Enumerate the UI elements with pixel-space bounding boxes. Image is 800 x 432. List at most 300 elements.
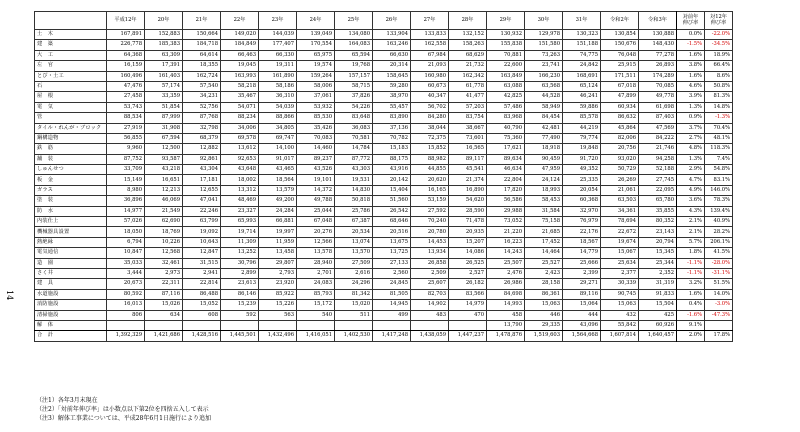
- count-cell: 563: [259, 310, 297, 320]
- yoy-growth-cell: 4.9%: [677, 185, 705, 195]
- count-cell: 70,581: [335, 133, 373, 143]
- yoy-growth-cell: 9.1%: [677, 320, 705, 330]
- count-cell: 63,309: [145, 50, 183, 60]
- count-cell: 66,330: [259, 50, 297, 60]
- count-cell: 55,842: [601, 320, 639, 330]
- column-header: 25年: [335, 12, 373, 30]
- count-cell: 20,142: [373, 175, 411, 185]
- count-cell: 3,444: [107, 268, 145, 278]
- count-cell: 20,780: [411, 227, 449, 237]
- count-cell: 94,258: [639, 154, 677, 164]
- count-cell: 63,568: [525, 81, 563, 91]
- vs-h12-growth-cell: 66.4%: [705, 61, 733, 71]
- yoy-growth-cell: 1.8%: [677, 248, 705, 258]
- count-cell: 16,565: [449, 144, 487, 154]
- count-cell: 2,527: [449, 268, 487, 278]
- count-cell: 14,993: [487, 300, 525, 310]
- count-cell: 34,361: [601, 206, 639, 216]
- trade-name: 左 官: [35, 61, 107, 71]
- count-cell: 20,314: [373, 61, 411, 71]
- count-cell: 37,136: [373, 123, 411, 133]
- vs-h12-growth-cell: [705, 320, 733, 330]
- table-row: [35, 144, 733, 154]
- count-cell: 45,864: [601, 123, 639, 133]
- count-cell: 43,218: [145, 165, 183, 175]
- count-cell: 27,745: [639, 175, 677, 185]
- count-cell: 9,960: [107, 144, 145, 154]
- column-header: 対12年 伸び率: [705, 12, 733, 30]
- count-cell: 150,676: [601, 40, 639, 50]
- count-cell: 27,458: [107, 92, 145, 102]
- count-cell: 38,044: [411, 123, 449, 133]
- count-cell: 43,303: [335, 165, 373, 175]
- count-cell: 46,634: [487, 165, 525, 175]
- count-cell: 166,230: [525, 71, 563, 81]
- count-cell: 15,026: [145, 300, 183, 310]
- trade-name: 水道施設: [35, 289, 107, 299]
- count-cell: 25,634: [601, 258, 639, 268]
- count-cell: 58,453: [525, 196, 563, 206]
- column-header: 30年: [525, 12, 563, 30]
- count-cell: 446: [525, 310, 563, 320]
- column-header: 28年: [449, 12, 487, 30]
- count-cell: 49,200: [259, 196, 297, 206]
- count-cell: 66,630: [373, 50, 411, 60]
- table-row: [35, 133, 733, 143]
- count-cell: 66,463: [221, 50, 259, 60]
- count-cell: 149,020: [221, 30, 259, 40]
- count-cell: 16,165: [411, 185, 449, 195]
- table-row: [35, 258, 733, 268]
- count-cell: 6,794: [107, 237, 145, 247]
- count-cell: 14,902: [411, 300, 449, 310]
- count-cell: 1,607,814: [601, 331, 639, 341]
- vs-h12-growth-cell: 7.4%: [705, 154, 733, 164]
- count-cell: 15,149: [107, 175, 145, 185]
- count-cell: 26,525: [449, 258, 487, 268]
- table-row: [35, 154, 733, 164]
- column-header: 23年: [259, 12, 297, 30]
- count-cell: 15,064: [563, 300, 601, 310]
- count-cell: 15,063: [601, 300, 639, 310]
- trade-name: 土 木: [35, 30, 107, 40]
- count-cell: 15,052: [183, 300, 221, 310]
- count-cell: 129,978: [525, 30, 563, 40]
- table-row: [35, 61, 733, 71]
- count-cell: 470: [449, 310, 487, 320]
- count-cell: 91,833: [639, 289, 677, 299]
- count-cell: 64,368: [107, 50, 145, 60]
- count-cell: 79,774: [563, 133, 601, 143]
- count-cell: 634: [145, 310, 183, 320]
- count-cell: 56,855: [107, 133, 145, 143]
- count-cell: 21,685: [525, 227, 563, 237]
- count-cell: 20,756: [601, 144, 639, 154]
- count-cell: 1,438,059: [411, 331, 449, 341]
- count-cell: [335, 320, 373, 330]
- count-cell: 19,045: [221, 61, 259, 71]
- count-cell: 2,941: [183, 268, 221, 278]
- count-cell: 67,984: [411, 50, 449, 60]
- count-cell: 483: [411, 310, 449, 320]
- yoy-growth-cell: 0.4%: [677, 300, 705, 310]
- count-cell: 171,511: [601, 71, 639, 81]
- yoy-growth-cell: 1.3%: [677, 154, 705, 164]
- count-cell: 20,673: [107, 279, 145, 289]
- count-cell: 161,890: [259, 71, 297, 81]
- table-row: [35, 248, 733, 258]
- count-cell: 1,447,237: [449, 331, 487, 341]
- count-cell: 16,159: [107, 61, 145, 71]
- count-cell: 177,407: [259, 40, 297, 50]
- count-cell: 806: [107, 310, 145, 320]
- count-cell: 13,675: [373, 237, 411, 247]
- trade-name: 合 計: [35, 331, 107, 341]
- count-cell: 608: [183, 310, 221, 320]
- count-cell: 20,516: [373, 227, 411, 237]
- count-cell: 85,922: [259, 289, 297, 299]
- count-cell: 70,240: [411, 217, 449, 227]
- trade-name: 屋 根: [35, 92, 107, 102]
- count-cell: 60,673: [411, 81, 449, 91]
- vs-h12-growth-cell: 48.1%: [705, 133, 733, 143]
- yoy-growth-cell: -1.5%: [677, 40, 705, 50]
- count-cell: 56,586: [487, 196, 525, 206]
- count-cell: 87,403: [639, 113, 677, 123]
- trade-name: 鋼構造物: [35, 133, 107, 143]
- count-cell: 226,778: [107, 40, 145, 50]
- count-cell: 16,651: [145, 175, 183, 185]
- page-number: 14: [5, 290, 14, 301]
- count-cell: 86,146: [221, 289, 259, 299]
- count-cell: 24,842: [563, 61, 601, 71]
- count-cell: 27,509: [335, 258, 373, 268]
- count-cell: 76,048: [601, 50, 639, 60]
- count-cell: 13,458: [259, 248, 297, 258]
- yoy-growth-cell: 0.9%: [677, 113, 705, 123]
- count-cell: 12,566: [297, 237, 335, 247]
- count-cell: 33,709: [107, 165, 145, 175]
- count-cell: 35,467: [221, 92, 259, 102]
- count-cell: 88,175: [373, 154, 411, 164]
- table-row: [35, 310, 733, 320]
- count-cell: 76,979: [563, 217, 601, 227]
- count-cell: 34,805: [259, 123, 297, 133]
- count-cell: 82,703: [411, 289, 449, 299]
- vs-h12-growth-cell: -1.3%: [705, 113, 733, 123]
- vs-h12-growth-cell: -28.0%: [705, 258, 733, 268]
- count-cell: 13,790: [487, 320, 525, 330]
- column-header: 令和3年: [639, 12, 677, 30]
- count-cell: 13,312: [221, 185, 259, 195]
- count-cell: 18,050: [107, 227, 145, 237]
- table-row: [35, 102, 733, 112]
- count-cell: 23,327: [221, 206, 259, 216]
- count-cell: 51,854: [145, 102, 183, 112]
- count-cell: 1,421,686: [145, 331, 183, 341]
- count-cell: 86,361: [525, 289, 563, 299]
- count-cell: 21,220: [487, 227, 525, 237]
- count-cell: 134,080: [335, 30, 373, 40]
- count-cell: 74,775: [563, 50, 601, 60]
- count-cell: 77,278: [639, 50, 677, 60]
- table-row: [35, 185, 733, 195]
- count-cell: 68,646: [373, 217, 411, 227]
- count-cell: 25,607: [411, 279, 449, 289]
- count-cell: 144,039: [259, 30, 297, 40]
- count-cell: 67,018: [601, 81, 639, 91]
- yoy-growth-cell: 4.6%: [677, 81, 705, 91]
- count-cell: 73,263: [525, 50, 563, 60]
- vs-h12-growth-cell: 17.8%: [705, 331, 733, 341]
- column-header: 20年: [145, 12, 183, 30]
- count-cell: 19,848: [563, 144, 601, 154]
- count-cell: 88,534: [107, 113, 145, 123]
- count-cell: 43,648: [221, 165, 259, 175]
- trade-name: さく井: [35, 268, 107, 278]
- count-cell: 15,852: [411, 144, 449, 154]
- count-cell: 87,999: [145, 113, 183, 123]
- count-cell: 14,784: [335, 144, 373, 154]
- table-row: [35, 268, 733, 278]
- column-header: [35, 12, 107, 30]
- count-cell: 82,006: [601, 133, 639, 143]
- column-header: 令和2年: [601, 12, 639, 30]
- count-cell: 163,993: [221, 71, 259, 81]
- vs-h12-growth-cell: -34.5%: [705, 40, 733, 50]
- count-cell: 19,574: [297, 61, 335, 71]
- count-cell: 26,269: [601, 175, 639, 185]
- yoy-growth-cell: 4.3%: [677, 206, 705, 216]
- count-cell: 86,488: [183, 289, 221, 299]
- table-row: [35, 320, 733, 330]
- count-cell: 25,335: [563, 175, 601, 185]
- count-cell: 60,368: [563, 196, 601, 206]
- count-cell: 12,568: [145, 248, 183, 258]
- count-cell: 14,372: [297, 185, 335, 195]
- count-cell: 83,648: [335, 113, 373, 123]
- count-cell: [145, 320, 183, 330]
- column-header: 26年: [373, 12, 411, 30]
- count-cell: 84,454: [525, 113, 563, 123]
- count-cell: 49,788: [297, 196, 335, 206]
- column-header: 平成12年: [107, 12, 145, 30]
- count-cell: 133,904: [373, 30, 411, 40]
- count-cell: 13,074: [335, 237, 373, 247]
- vs-h12-growth-cell: 51.5%: [705, 279, 733, 289]
- count-cell: 13,725: [373, 248, 411, 258]
- trade-name: とび・土工: [35, 71, 107, 81]
- count-cell: 53,159: [411, 196, 449, 206]
- count-cell: 26,542: [373, 206, 411, 216]
- vs-h12-growth-cell: 18.9%: [705, 50, 733, 60]
- column-header: 21年: [183, 12, 221, 30]
- count-cell: 15,504: [639, 300, 677, 310]
- yoy-growth-cell: 3.6%: [677, 196, 705, 206]
- count-cell: 58,006: [297, 81, 335, 91]
- count-cell: 2,509: [411, 268, 449, 278]
- table-row: [35, 206, 733, 216]
- count-cell: 38,667: [449, 123, 487, 133]
- count-cell: 59,886: [563, 102, 601, 112]
- count-cell: 29,335: [525, 320, 563, 330]
- count-cell: 43,526: [297, 165, 335, 175]
- count-cell: 47,041: [183, 196, 221, 206]
- count-cell: 1,445,501: [221, 331, 259, 341]
- count-cell: 592: [221, 310, 259, 320]
- count-cell: 83,754: [449, 113, 487, 123]
- count-cell: 64,614: [183, 50, 221, 60]
- table-row: [35, 92, 733, 102]
- count-cell: 18,002: [221, 175, 259, 185]
- column-header: 27年: [411, 12, 449, 30]
- count-cell: 167,891: [107, 30, 145, 40]
- count-cell: 24,083: [297, 279, 335, 289]
- count-cell: 14,979: [449, 300, 487, 310]
- count-cell: 2,899: [221, 268, 259, 278]
- count-cell: 22,814: [183, 279, 221, 289]
- count-cell: 53,743: [107, 102, 145, 112]
- yoy-growth-cell: -1.1%: [677, 268, 705, 278]
- count-cell: 24,284: [259, 206, 297, 216]
- count-cell: 15,063: [525, 300, 563, 310]
- count-cell: 32,461: [145, 258, 183, 268]
- yoy-growth-cell: 3.8%: [677, 61, 705, 71]
- count-cell: 40,790: [487, 123, 525, 133]
- count-cell: 31,515: [183, 258, 221, 268]
- count-cell: 50,729: [601, 165, 639, 175]
- count-cell: 19,674: [601, 237, 639, 247]
- count-cell: 15,067: [601, 248, 639, 258]
- count-cell: 540: [297, 310, 335, 320]
- table-row: [35, 237, 733, 247]
- count-cell: 36,896: [107, 196, 145, 206]
- yoy-growth-cell: 3.9%: [677, 92, 705, 102]
- count-cell: 66,881: [259, 217, 297, 227]
- count-cell: 34,231: [183, 92, 221, 102]
- count-cell: 14,243: [487, 248, 525, 258]
- count-cell: 90,745: [601, 289, 639, 299]
- count-cell: 57,540: [183, 81, 221, 91]
- count-cell: 29,271: [563, 279, 601, 289]
- yoy-growth-cell: 1.6%: [677, 289, 705, 299]
- count-cell: 158,645: [373, 71, 411, 81]
- count-cell: 14,464: [525, 248, 563, 258]
- count-cell: 43,916: [373, 165, 411, 175]
- count-cell: 63,799: [183, 217, 221, 227]
- table-row: [35, 30, 733, 40]
- count-cell: 1,640,457: [639, 331, 677, 341]
- count-cell: 24,124: [525, 175, 563, 185]
- count-cell: 162,558: [411, 40, 449, 50]
- count-cell: 160,980: [411, 71, 449, 81]
- count-cell: 25,507: [487, 258, 525, 268]
- count-cell: 2,423: [525, 268, 563, 278]
- count-cell: 47,899: [601, 92, 639, 102]
- count-cell: 12,500: [145, 144, 183, 154]
- count-cell: 11,309: [221, 237, 259, 247]
- count-cell: 73,601: [449, 133, 487, 143]
- count-cell: 1,428,516: [183, 331, 221, 341]
- count-cell: 14,086: [449, 248, 487, 258]
- count-cell: 43,096: [563, 320, 601, 330]
- trade-name: 建 具: [35, 279, 107, 289]
- count-cell: 31,908: [145, 123, 183, 133]
- table-row: [35, 81, 733, 91]
- yoy-growth-cell: 2.9%: [677, 165, 705, 175]
- count-cell: 15,226: [259, 300, 297, 310]
- trade-name: 防 水: [35, 206, 107, 216]
- count-cell: 13,612: [221, 144, 259, 154]
- vs-h12-growth-cell: 14.0%: [705, 289, 733, 299]
- count-cell: 88,866: [259, 113, 297, 123]
- count-cell: 80,352: [639, 217, 677, 227]
- column-header: 29年: [487, 12, 525, 30]
- count-cell: 37,061: [297, 92, 335, 102]
- count-cell: 12,213: [145, 185, 183, 195]
- count-cell: 16,890: [449, 185, 487, 195]
- count-cell: 32,970: [563, 206, 601, 216]
- count-cell: 130,323: [563, 30, 601, 40]
- count-cell: 54,071: [221, 102, 259, 112]
- count-cell: 22,095: [639, 185, 677, 195]
- count-cell: 49,778: [639, 92, 677, 102]
- count-cell: 432: [601, 310, 639, 320]
- count-cell: 65,993: [221, 217, 259, 227]
- count-cell: 88,234: [221, 113, 259, 123]
- yoy-growth-cell: -1.6%: [677, 310, 705, 320]
- count-cell: 57,203: [449, 102, 487, 112]
- count-cell: 26,893: [639, 61, 677, 71]
- count-cell: 14,460: [297, 144, 335, 154]
- count-cell: 30,339: [601, 279, 639, 289]
- count-cell: [221, 320, 259, 330]
- count-cell: 50,818: [335, 196, 373, 206]
- column-header: 対前年 伸び率: [677, 12, 705, 30]
- count-cell: 22,246: [183, 206, 221, 216]
- count-cell: 58,218: [221, 81, 259, 91]
- trade-name: ガラス: [35, 185, 107, 195]
- count-cell: 425: [639, 310, 677, 320]
- total-row: [35, 331, 733, 341]
- count-cell: 499: [373, 310, 411, 320]
- count-cell: 71,478: [449, 217, 487, 227]
- vs-h12-growth-cell: -31.1%: [705, 268, 733, 278]
- count-cell: 132,152: [449, 30, 487, 40]
- count-cell: 13,578: [297, 248, 335, 258]
- trade-name: タイル・れんが・ブロック: [35, 123, 107, 133]
- count-cell: 84,222: [639, 133, 677, 143]
- yoy-growth-cell: 3.2%: [677, 279, 705, 289]
- yoy-growth-cell: 1.3%: [677, 102, 705, 112]
- count-cell: 57,026: [107, 217, 145, 227]
- vs-h12-growth-cell: 206.1%: [705, 237, 733, 247]
- count-cell: 14,100: [259, 144, 297, 154]
- table-row: [35, 175, 733, 185]
- count-cell: 47,569: [639, 123, 677, 133]
- count-cell: 23,143: [639, 227, 677, 237]
- count-cell: 22,600: [487, 61, 525, 71]
- count-cell: 14,977: [107, 206, 145, 216]
- count-cell: 25,044: [297, 206, 335, 216]
- count-cell: 54,226: [335, 102, 373, 112]
- count-cell: 139,049: [297, 30, 335, 40]
- count-cell: 67,048: [297, 217, 335, 227]
- count-cell: 21,093: [411, 61, 449, 71]
- count-cell: 19,092: [183, 227, 221, 237]
- count-cell: [297, 320, 335, 330]
- count-cell: [449, 320, 487, 330]
